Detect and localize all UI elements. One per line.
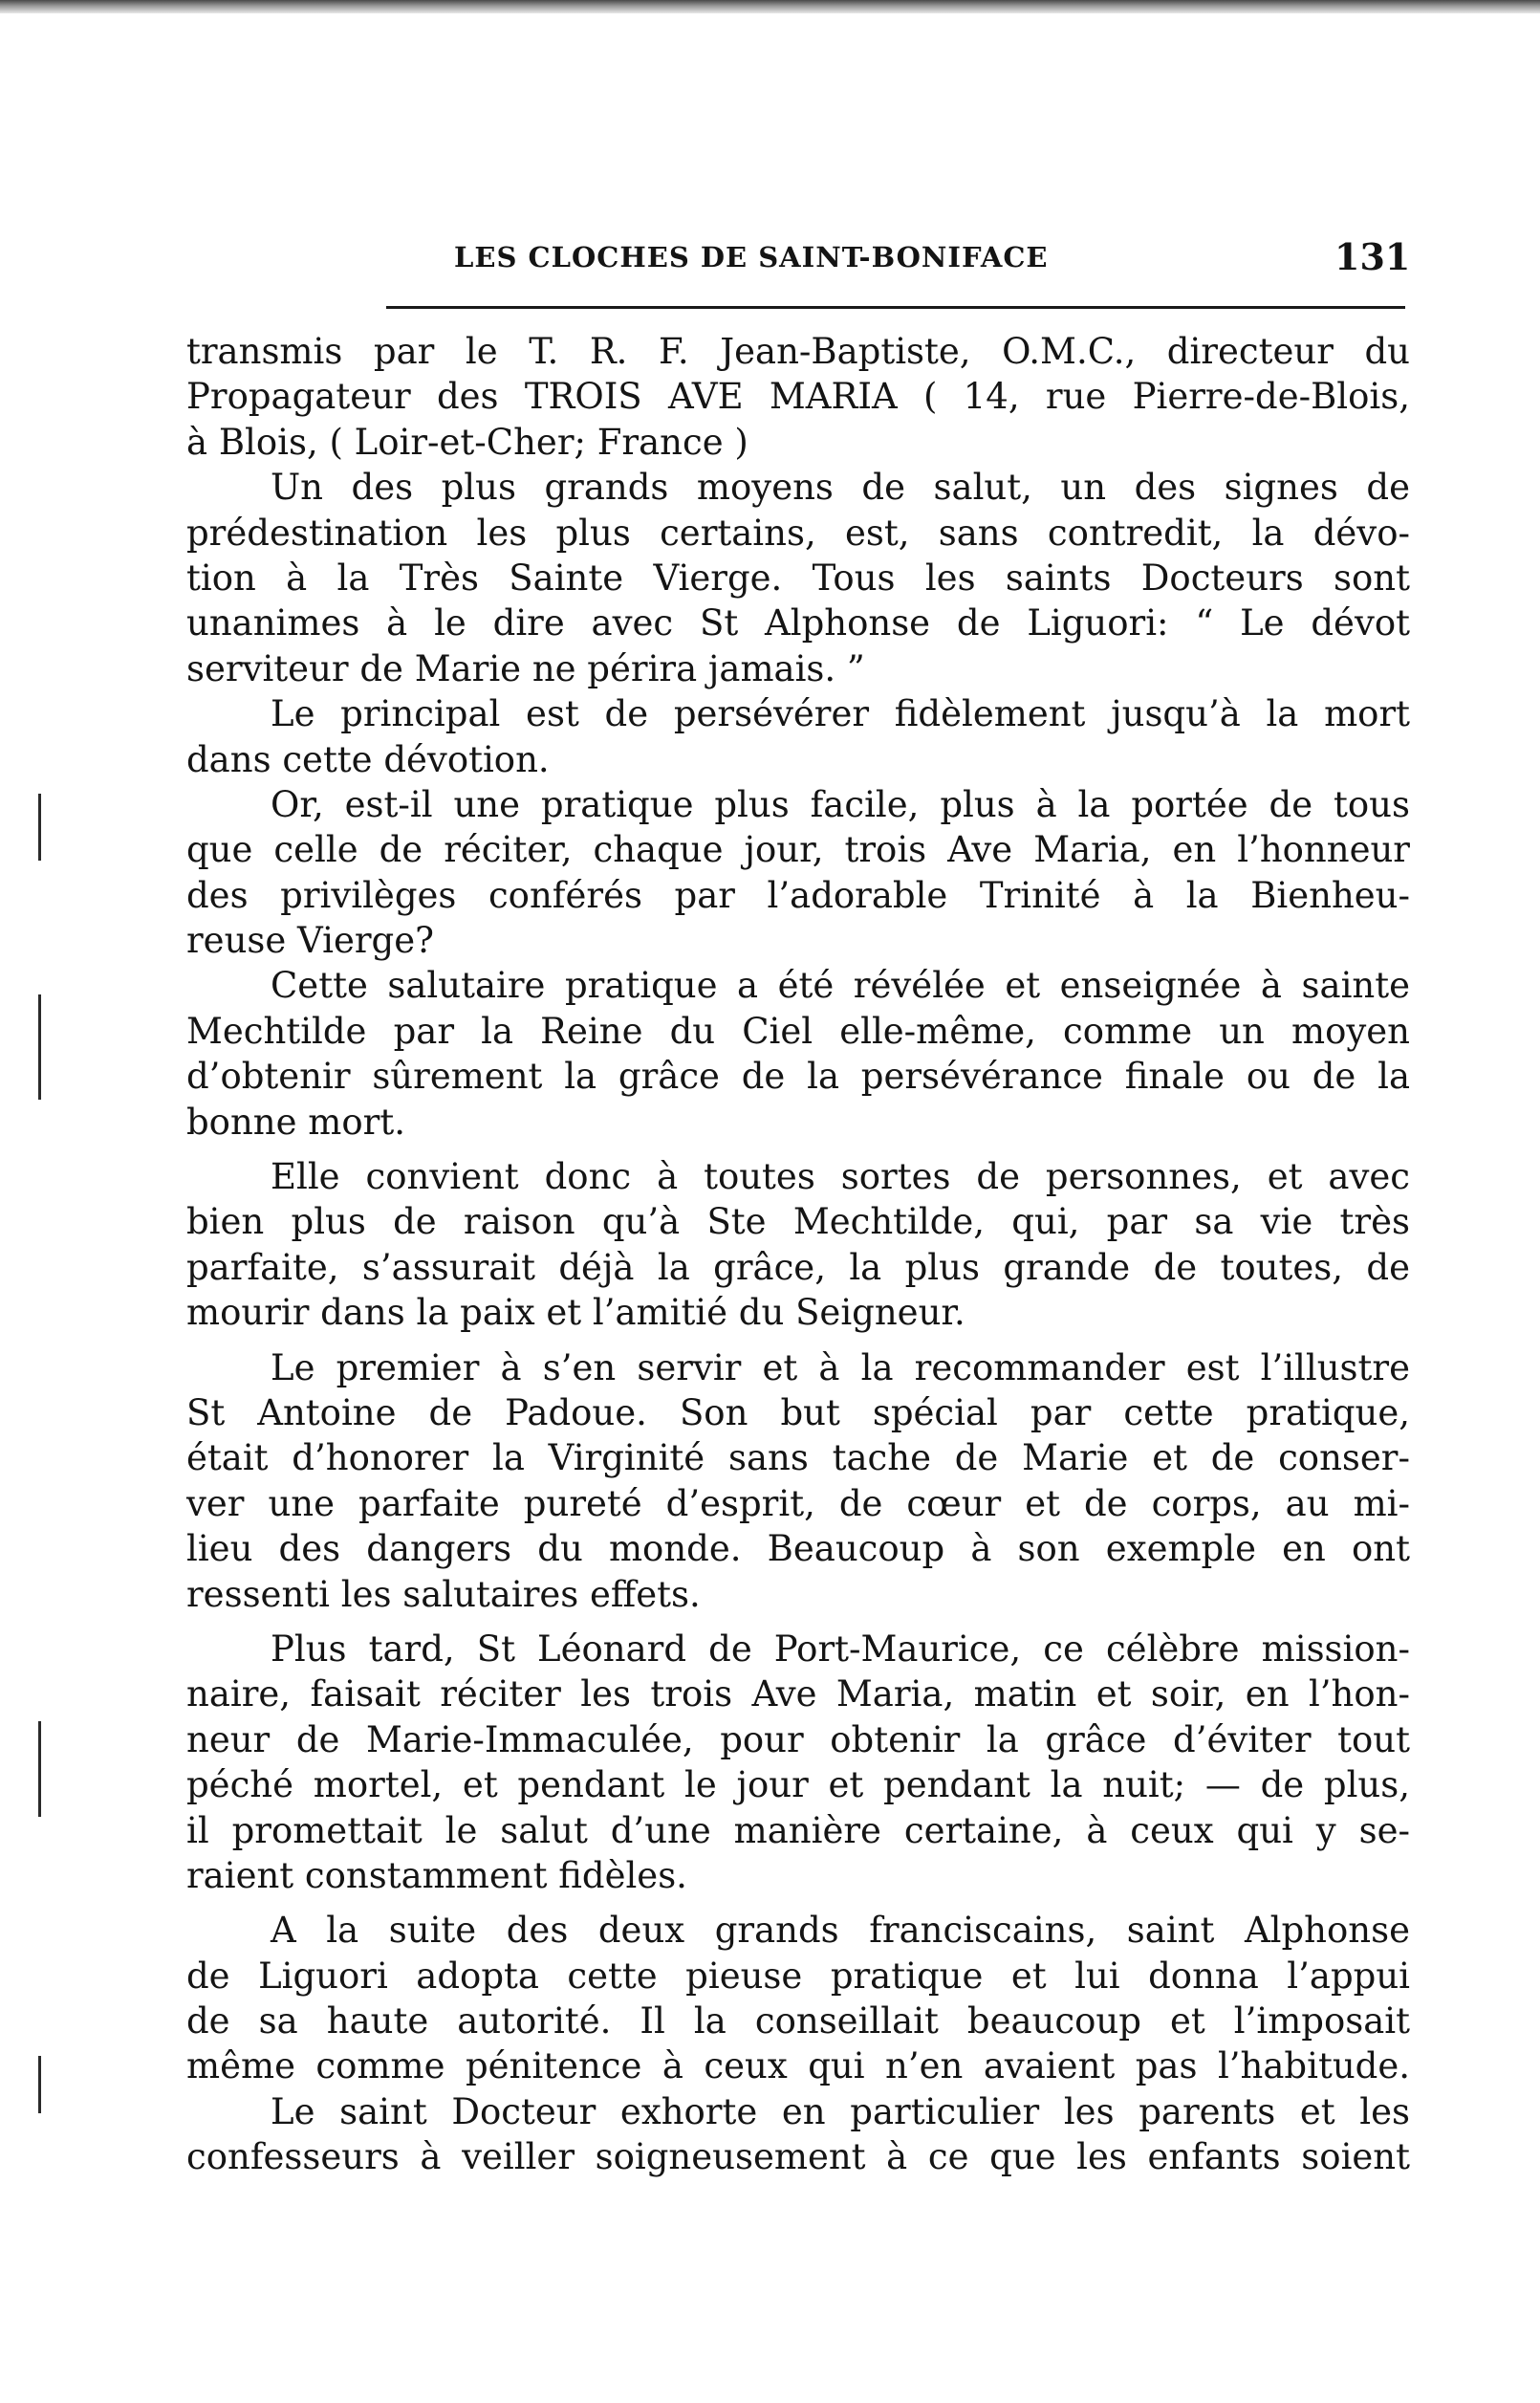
text-line: ressenti les salutaires effets.	[186, 1573, 701, 1615]
text-line: prédestination les plus certains, est, sans contredit, la dévo-	[186, 512, 1410, 554]
text-line: même comme pénitence à ceux qui n’en avaient pas l’habitude.	[186, 2045, 1410, 2087]
text-line: bonne mort.	[186, 1101, 405, 1143]
text-line: raient constamment fidèles.	[186, 1854, 687, 1896]
scan-margin-mark	[38, 2056, 41, 2113]
text-line: Or, est-il une pratique plus facile, plus à la portée de tous	[271, 783, 1410, 825]
page-number: 131	[1334, 235, 1411, 278]
text-line: A la suite des deux grands franciscains, saint Alphonse	[271, 1910, 1410, 1952]
text-line: parfaite, s’assurait déjà la grâce, la plus grande de toutes, de	[186, 1246, 1410, 1288]
text-line: à Blois, ( Loir-et-Cher; France )	[186, 421, 748, 463]
text-line: Cette salutaire pratique a été révélée et enseignée à sainte	[271, 965, 1410, 1007]
text-line: Propagateur des TROIS AVE MARIA ( 14, rue Pierre-de-Blois,	[186, 376, 1410, 418]
text-line: mourir dans la paix et l’amitié du Seigneur.	[186, 1292, 965, 1334]
text-line: transmis par le T. R. F. Jean-Baptiste, O.M.C., directeur du	[186, 331, 1410, 372]
header-rule	[386, 306, 1405, 309]
text-line: de Liguori adopta cette pieuse pratique et lui donna l’appui	[186, 1955, 1410, 1997]
text-line: reuse Vierge?	[186, 920, 434, 962]
text-line: des privilèges conférés par l’adorable Trinité à la Bienheu-	[186, 874, 1410, 916]
text-line: Le premier à s’en servir et à la recommander est l’illustre	[271, 1346, 1410, 1388]
text-line: de sa haute autorité. Il la conseillait beaucoup et l’imposait	[186, 2000, 1410, 2043]
scan-margin-mark	[38, 794, 41, 861]
text-line: Le principal est de persévérer fidèlement jusqu’à la mort	[271, 693, 1410, 735]
running-header: LES CLOCHES DE SAINT-BONIFACE	[454, 241, 1049, 273]
body-text	[186, 329, 1410, 2180]
text-line: tion à la Très Sainte Vierge. Tous les saints Docteurs sont	[186, 557, 1410, 599]
text-line: il promettait le salut d’une manière certaine, à ceux qui y se-	[186, 1809, 1410, 1851]
text-line: d’obtenir sûrement la grâce de la persévérance finale ou de la	[186, 1056, 1410, 1098]
scan-top-edge	[0, 0, 1540, 13]
text-line: dans cette dévotion.	[186, 738, 550, 780]
text-line: unanimes à le dire avec St Alphonse de Liguori: “ Le dévot	[186, 602, 1410, 644]
text-line: St Antoine de Padoue. Son but spécial par cette pratique,	[186, 1391, 1410, 1433]
text-line: Elle convient donc à toutes sortes de personnes, et avec	[271, 1156, 1410, 1198]
scan-margin-mark	[38, 994, 41, 1100]
text-line: lieu des dangers du monde. Beaucoup à son exemple en ont	[186, 1528, 1410, 1570]
text-line: naire, faisait réciter les trois Ave Maria, matin et soir, en l’hon-	[186, 1673, 1410, 1715]
text-line: Plus tard, St Léonard de Port-Maurice, ce célèbre mission-	[271, 1627, 1410, 1670]
text-line: Le saint Docteur exhorte en particulier les parents et les	[271, 2090, 1410, 2132]
text-line: neur de Marie-Immaculée, pour obtenir la grâce d’éviter tout	[186, 1718, 1410, 1760]
text-line: serviteur de Marie ne périra jamais. ”	[186, 647, 865, 689]
text-line: était d’honorer la Virginité sans tache de Marie et de conser-	[186, 1437, 1410, 1479]
text-line: Un des plus grands moyens de salut, un des signes de	[271, 467, 1410, 509]
text-line: Mechtilde par la Reine du Ciel elle-même, comme un moyen	[186, 1010, 1410, 1052]
text-line: confesseurs à veiller soigneusement à ce que les enfants soient	[186, 2136, 1410, 2178]
text-line: péché mortel, et pendant le jour et pendant la nuit; — de plus,	[186, 1764, 1410, 1806]
text-line: bien plus de raison qu’à Ste Mechtilde, qui, par sa vie très	[186, 1201, 1410, 1243]
scan-margin-mark	[38, 1721, 41, 1817]
text-line: ver une parfaite pureté d’esprit, de cœur et de corps, au mi-	[186, 1482, 1410, 1524]
text-line: que celle de réciter, chaque jour, trois Ave Maria, en l’honneur	[186, 829, 1410, 871]
